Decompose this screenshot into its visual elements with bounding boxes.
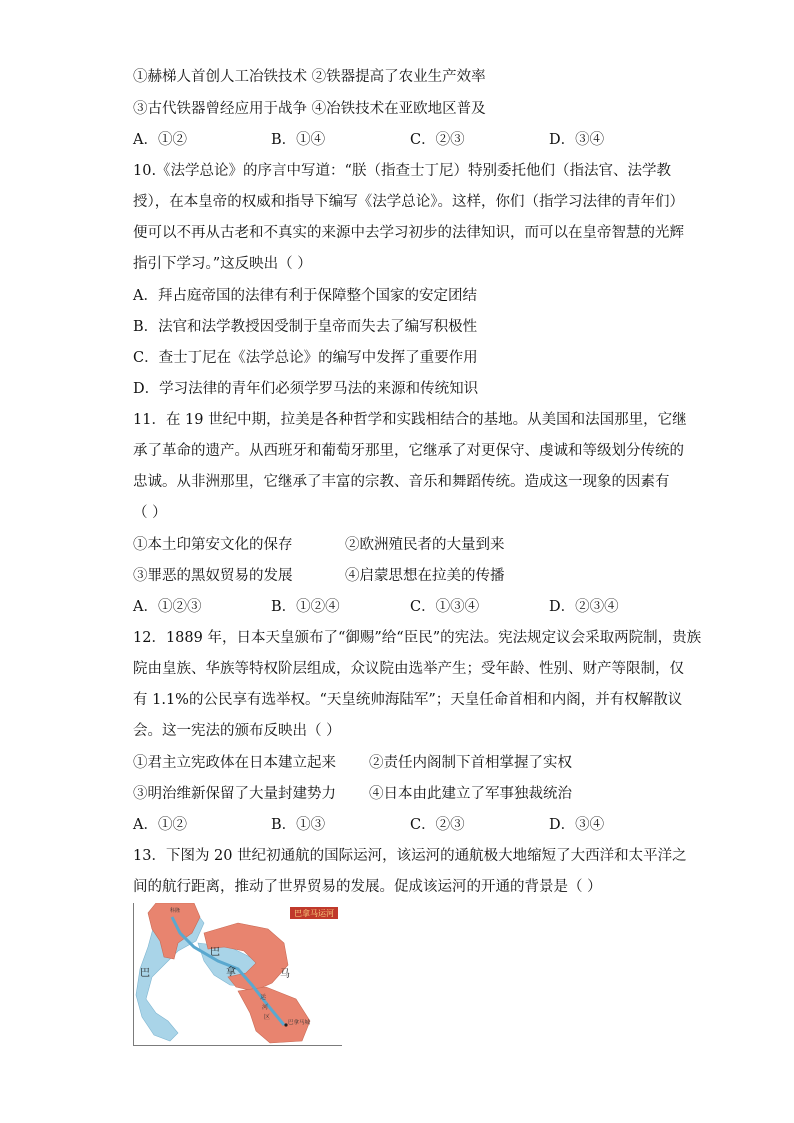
q13-stem-line1: 13．下图为 20 世纪初通航的国际运河，该运河的通航极大地缩短了大西洋和太平洋之 <box>133 848 687 864</box>
q12-stem-line3: 有 1.1%的公民享有选举权。“天皇统帅海陆军”；天皇任命首相和内阁，并有权解散议 <box>133 692 683 708</box>
q10-option-b[interactable]: B．法官和法学教授因受制于皇帝而失去了编写积极性 <box>133 319 478 335</box>
q9-option-b[interactable]: B．①④ <box>271 132 326 148</box>
map-label-canal3: 区 <box>264 1014 271 1021</box>
q11-stem-line4: （ ） <box>133 505 167 521</box>
q11-option-a[interactable]: A．①②③ <box>133 599 202 615</box>
map-label-canal2: 河 <box>262 1004 269 1011</box>
q11-option-b[interactable]: B．①②④ <box>271 599 340 615</box>
q9-items-line2: ③古代铁器曾经应用于战争 ④冶铁技术在亚欧地区普及 <box>133 101 486 117</box>
q12-option-a[interactable]: A．①② <box>133 817 187 833</box>
q11-stem-line2: 承了革命的遗产。从西班牙和葡萄牙那里，它继承了对更保守、虔诚和等级划分传统的 <box>133 443 684 459</box>
map-label-canal1: 运 <box>260 994 267 1001</box>
q9-option-a[interactable]: A．①② <box>133 132 187 148</box>
q10-stem-line3: 便可以不再从古老和不真实的来源中去学习初步的法律知识，而可以在皇帝智慧的光辉 <box>133 225 684 241</box>
q12-stem-line2: 院由皇族、华族等特权阶层组成，众议院由选举产生；受年龄、性别、财产等限制，仅 <box>133 661 684 677</box>
q12-item-4: ④日本由此建立了军事独裁统治 <box>369 786 572 802</box>
map-label-colon: 科隆 <box>170 908 181 914</box>
q10-stem-line4: 指引下学习。”这反映出（ ） <box>133 256 312 272</box>
q11-option-d[interactable]: D．②③④ <box>549 599 619 615</box>
q12-option-b[interactable]: B．①③ <box>271 817 326 833</box>
q12-item-1: ①君主立宪政体在日本建立起来 <box>133 755 336 771</box>
q11-stem-line3: 忠诚。从非洲那里，它继承了丰富的宗教、音乐和舞蹈传统。造成这一现象的因素有 <box>133 474 670 490</box>
q9-option-d[interactable]: D．③④ <box>549 132 605 148</box>
map-label-panama-city: 巴拿马城 <box>288 1020 311 1026</box>
q11-item-2: ②欧洲殖民者的大量到来 <box>345 537 505 553</box>
map-label-ma: 马 <box>280 969 290 980</box>
q12-option-d[interactable]: D．③④ <box>549 817 605 833</box>
q12-stem-line4: 会。这一宪法的颁布反映出（ ） <box>133 723 341 739</box>
q11-stem-line1: 11．在 19 世纪中期，拉美是各种哲学和实践相结合的基地。从美国和法国那里，它继 <box>133 412 687 428</box>
map-label-na: 拿 <box>226 967 236 978</box>
q11-option-c[interactable]: C．①③④ <box>410 599 480 615</box>
map-svg <box>134 903 342 1045</box>
map-label-ba-inner: 巴 <box>210 947 220 958</box>
q10-option-a[interactable]: A．拜占庭帝国的法律有利于保障整个国家的安定团结 <box>133 288 477 304</box>
q12-item-2: ②责任内阁制下首相掌握了实权 <box>369 755 572 771</box>
map-legend-label: 巴拿马运河 <box>294 909 334 918</box>
q11-item-1: ①本土印第安文化的保存 <box>133 537 293 553</box>
panama-canal-map <box>133 903 342 1046</box>
q10-stem-line2: 授），在本皇帝的权威和指导下编写《法学总论》。这样，你们（指学习法律的青年们） <box>133 194 684 210</box>
q10-stem-line1: 10.《法学总论》的序言中写道：“朕（指查士丁尼）特别委托他们（指法官、法学教 <box>133 163 671 179</box>
q9-option-c[interactable]: C．②③ <box>410 132 465 148</box>
q11-item-4: ④启蒙思想在拉美的传播 <box>345 568 505 584</box>
q9-items-line1: ①赫梯人首创人工冶铁技术 ②铁器提高了农业生产效率 <box>133 69 486 85</box>
q12-option-c[interactable]: C．②③ <box>410 817 465 833</box>
q10-option-c[interactable]: C．查士丁尼在《法学总论》的编写中发挥了重要作用 <box>133 350 478 366</box>
q12-stem-line1: 12．1889 年，日本天皇颁布了“御赐”给“臣民”的宪法。宪法规定议会采取两院制，贵族 <box>133 630 702 646</box>
q10-option-d[interactable]: D．学习法律的青年们必须学罗马法的来源和传统知识 <box>133 381 479 397</box>
q11-item-3: ③罪恶的黑奴贸易的发展 <box>133 568 293 584</box>
q13-stem-line2: 间的航行距离，推动了世界贸易的发展。促成该运河的开通的背景是（ ） <box>133 879 602 895</box>
q12-item-3: ③明治维新保留了大量封建势力 <box>133 786 336 802</box>
map-label-ba: 巴 <box>140 968 150 979</box>
